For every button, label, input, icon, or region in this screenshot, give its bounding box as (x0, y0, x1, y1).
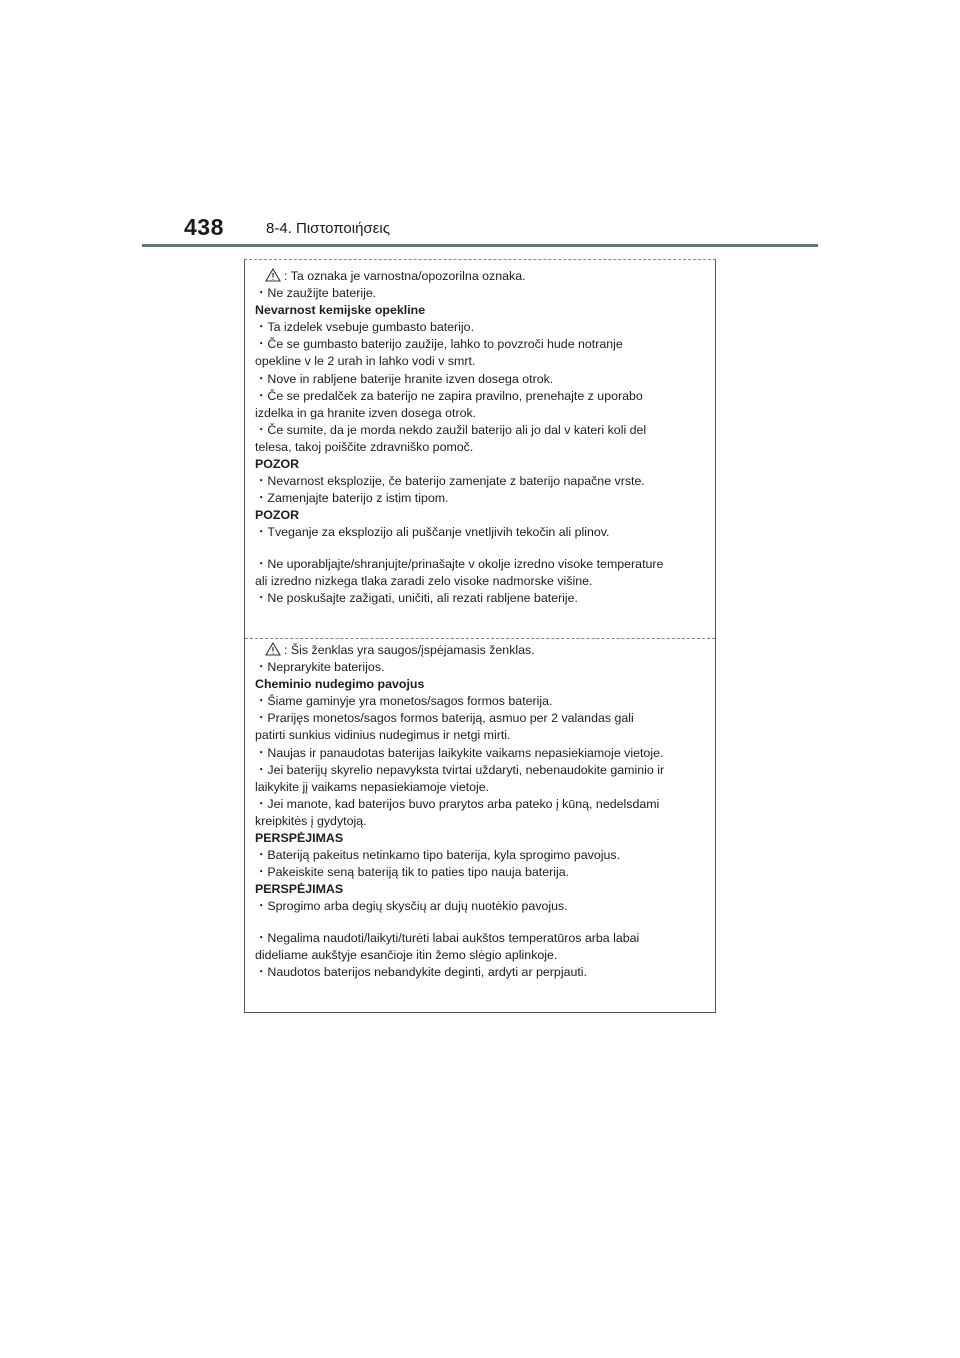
warning-text-line (255, 659, 695, 676)
line-text: POZOR (255, 508, 300, 523)
line-text: : Šis ženklas yra saugos/įspėjamasis ženklas. (284, 643, 535, 657)
warning-text-line (255, 319, 695, 336)
line-text: ・Naudotos baterijos nebandykite deginti, ardyti ar perpjauti. (255, 964, 587, 979)
warning-text-line (255, 796, 695, 813)
warning-heading (255, 676, 695, 693)
warning-triangle-icon (265, 268, 281, 282)
line-text: ・Neprarykite baterijos. (255, 660, 385, 675)
warning-text-line (255, 813, 695, 830)
line-text: ・Bateriją pakeitus netinkamo tipo baterija, kyla sprogimo pavojus. (255, 848, 621, 863)
line-text: POZOR (255, 457, 300, 472)
warning-text-line (255, 762, 695, 779)
line-text: ・Ta izdelek vsebuje gumbasto baterijo. (255, 320, 475, 335)
line-text: telesa, takoj poiščite zdravniško pomoč. (255, 439, 474, 454)
warning-heading (255, 881, 695, 898)
warning-text-line (255, 371, 695, 388)
line-text: ・Če sumite, da je morda nekdo zaužil baterijo ali jo dal v kateri koli del (255, 422, 647, 437)
warning-text-line (255, 524, 695, 541)
warning-text-line (255, 285, 695, 302)
line-text: ・Pakeiskite seną bateriją tik to paties tipo nauja baterija. (255, 865, 570, 880)
line-text: kreipkitės į gydytoją. (255, 813, 367, 828)
lithuanian-warning-block (255, 642, 695, 981)
line-text: Cheminio nudegimo pavojus (255, 677, 425, 692)
line-text: ・Če se predalček za baterijo ne zapira pravilno, prenehajte z uporabo (255, 388, 643, 403)
line-text: ・Jei baterijų skyrelio nepavyksta tvirtai uždaryti, nebenaudokite gaminio ir (255, 762, 665, 777)
warning-triangle-icon (265, 642, 281, 656)
line-text: ・Tveganje za eksplozijo ali puščanje vnetljivih tekočin ali plinov. (255, 525, 610, 540)
line-text: ・Prarijęs monetos/sagos formos bateriją, asmuo per 2 valandas gali (255, 711, 634, 726)
page-header (184, 212, 824, 246)
line-text: ・Sprogimo arba degių skysčių ar dujų nuotėkio pavojus. (255, 899, 568, 914)
certification-label-frame (244, 259, 716, 1013)
line-text: PERSPĖJIMAS (255, 882, 344, 897)
warning-text-line (255, 642, 695, 659)
warning-text-line (255, 727, 695, 744)
slovenian-warning-block (255, 268, 695, 607)
warning-text-line (255, 590, 695, 607)
line-text: ・Če se gumbasto baterijo zaužije, lahko to povzroči hude notranje (255, 337, 623, 352)
line-text: ・Šiame gaminyje yra monetos/sagos formos baterija. (255, 694, 553, 709)
warning-text-line (255, 898, 695, 915)
warning-text-line (255, 422, 695, 439)
warning-text-line (255, 947, 695, 964)
line-text: ・Naujas ir panaudotas baterijas laikykite vaikams nepasiekiamoje vietoje. (255, 745, 664, 760)
warning-text-line (255, 473, 695, 490)
warning-text-line (255, 439, 695, 456)
warning-heading (255, 302, 695, 319)
warning-text-line (255, 693, 695, 710)
line-text: ・Nevarnost eksplozije, če baterijo zamenjate z baterijo napačne vrste. (255, 474, 645, 489)
line-text: PERSPĖJIMAS (255, 831, 344, 846)
section-title: 8-4. Πιστοποιήσεις (266, 220, 390, 237)
line-text: opekline v le 2 urah in lahko vodi v smrt. (255, 354, 476, 369)
line-text: ali izredno nizkega tlaka zaradi zelo visoke nadmorske višine. (255, 573, 593, 588)
line-text: ・Ne uporabljajte/shranjujte/prinašajte v okolje izredno visoke temperature (255, 556, 664, 571)
warning-text-line (255, 930, 695, 947)
warning-text-line (255, 556, 695, 573)
line-text: ・Nove in rabljene baterije hranite izven dosega otrok. (255, 371, 554, 386)
line-text: izdelka in ga hranite izven dosega otrok. (255, 405, 477, 420)
line-text: : Ta oznaka je varnostna/opozorilna oznaka. (284, 269, 526, 283)
warning-heading (255, 830, 695, 847)
warning-text-line (255, 745, 695, 762)
warning-text-line (255, 490, 695, 507)
line-text: ・Ne poskušajte zažigati, uničiti, ali rezati rabljene baterije. (255, 590, 579, 605)
warning-text-line (255, 964, 695, 981)
warning-heading (255, 456, 695, 473)
warning-text-line (255, 779, 695, 796)
line-text: ・Jei manote, kad baterijos buvo prarytos arba pateko į kūną, nedelsdami (255, 796, 660, 811)
warning-text-line (255, 847, 695, 864)
warning-text-line (255, 353, 695, 370)
warning-heading (255, 507, 695, 524)
warning-text-line (255, 573, 695, 590)
section-divider (245, 638, 715, 639)
line-text: ・Ne zaužijte baterije. (255, 286, 377, 301)
line-text: ・Negalima naudoti/laikyti/turėti labai aukštos temperatūros arba labai (255, 930, 640, 945)
line-text: Nevarnost kemijske opekline (255, 303, 426, 318)
warning-text-line (255, 268, 695, 285)
warning-text-line (255, 336, 695, 353)
header-rule (142, 244, 818, 247)
line-text: ・Zamenjajte baterijo z istim tipom. (255, 491, 449, 506)
warning-text-line (255, 405, 695, 422)
warning-text-line (255, 864, 695, 881)
line-text: laikykite jį vaikams nepasiekiamoje vietoje. (255, 779, 490, 794)
line-text: patirti sunkius vidinius nudegimus ir netgi mirti. (255, 728, 511, 743)
warning-text-line (255, 710, 695, 727)
page-number: 438 (184, 214, 224, 240)
line-text: dideliame aukštyje esančioje itin žemo slėgio aplinkoje. (255, 947, 558, 962)
warning-text-line (255, 388, 695, 405)
